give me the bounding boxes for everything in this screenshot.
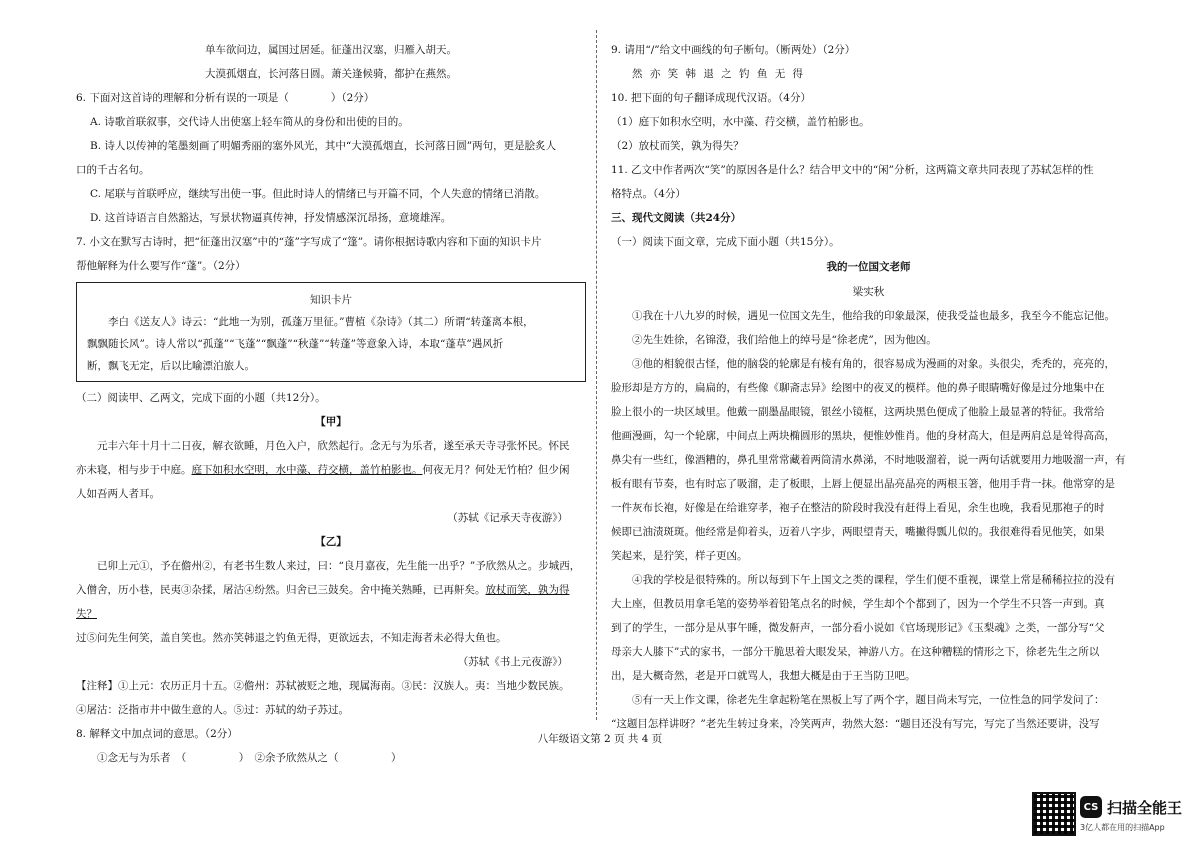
passage-yi-text: 过⑤问先生何笑，盖自笑也。然亦笑韩退之钓鱼无得，更欲远去，不知走海者未必得大鱼也。: [76, 632, 507, 644]
card-title: 知识卡片: [310, 294, 352, 306]
paragraph-line: 他画漫画，勾一个轮廓，中间点上两块椭圆形的黑块，便惟妙惟肖。他的身材高大，但是两肩总是耸得高高，: [611, 430, 1115, 442]
paragraph: ①我在十八九岁的时候，遇见一位国文先生，他给我的印象最深，使我受益也最多，我至今不能忘记他。: [632, 310, 1115, 322]
question-10: 10. 把下面的句子翻译成现代汉语。（4分）: [611, 92, 811, 104]
passage-jia-label: 【甲】: [315, 416, 347, 428]
paragraph: ③他的相貌很古怪，他的脑袋的轮廓是有棱有角的，很容易成为漫画的对象。头很尖，秃秃的，亮亮的，: [632, 358, 1115, 370]
section-3-heading: 三、现代文阅读（共24分）: [611, 212, 742, 224]
poem-line: 大漠孤烟直，长河落日圆。萧关逢候骑，都护在燕然。: [205, 68, 457, 80]
option-b: B. 诗人以传神的笔墨刻画了明媚秀丽的塞外风光，其中“大漠孤烟直，长河落日圆”两句，更是脍炙人: [90, 140, 557, 152]
section-3-sub: （一）阅读下面文章，完成下面小题（共15分）。: [611, 236, 840, 248]
question-8: 8. 解释文中加点词的意思。（2分）: [76, 728, 238, 740]
underlined-sentence: 放杖而笑，孰为得失？: [76, 584, 570, 620]
article-author: 梁实秋: [852, 286, 885, 298]
brand-name: 扫描全能王: [1107, 798, 1183, 817]
paragraph-line: 候即已油渍斑斑。他经常是仰着头，迈着八字步，两眼望青天，嘴撇得瓢儿似的。我很难得看见他笑，如果: [611, 526, 1105, 538]
paragraph-line: 脸形却是方方的，扁扁的，有些像《聊斋志异》绘图中的夜叉的模样。他的鼻子眼睛嘴好像是过分地集中在: [611, 382, 1105, 394]
paragraph-line: 大上座，但教员用拿毛笔的姿势举着铅笔点名的时候，学生却个个都到了，因为一个学生不只答一声到。真: [611, 598, 1105, 610]
paragraph-line: “这题目怎样讲呀？”老先生转过身来，冷笑两声，勃然大怒：“题目还没有写完，写完了当然还要讲，没写: [611, 718, 1100, 730]
question-7-cont: 帮他解释为什么要写作“蓬”。（2分）: [76, 260, 246, 272]
article-title: 我的一位国文老师: [826, 261, 911, 273]
scanner-brand: [1080, 796, 1182, 818]
paragraph-line: 母亲大人膝下”式的家书，一部分干脆思着大眼发呆，神游八方。在这种糟糕的情形之下，徐老先生之所以: [611, 646, 1100, 658]
paragraph-line: 出，是大概奇然，老是开口就骂人，我想大概是由于王当防卫吧。: [611, 670, 916, 682]
question-6: 6. 下面对这首诗的理解和分析有误的一项是（ ）（2分）: [76, 92, 375, 104]
passage-jia-text: 亦未寝，相与步于中庭。庭下如积水空明，水中藻、荇交横，盖竹柏影也。何夜无月？何处无竹柏？但少闲: [76, 464, 570, 476]
passage-jia-source: （苏轼《记承天寺夜游》）: [447, 512, 568, 524]
option-a: A. 诗歌首联叙事，交代诗人出使塞上轻车简从的身份和出使的目的。: [90, 116, 409, 128]
passage-yi-source: （苏轼《书上元夜游》）: [457, 656, 568, 668]
card-line: 断，飘飞无定，后以比喻漂泊旅人。: [87, 360, 255, 372]
passage-jia-text: 人如吾两人者耳。: [76, 488, 160, 500]
passage-yi-text: 已卯上元①，予在儋州②，有老书生数人来过，曰：“良月嘉夜，先生能一出乎？”予欣然从之。步城西，: [97, 560, 581, 572]
question-9-sentence: 然 亦 笑 韩 退 之 钓 鱼 无 得: [632, 68, 806, 80]
paragraph-line: 板有眼有节奏，也有时忘了吸溜，走了板眼，上唇上便显出晶亮晶亮的两根玉箸，他用手背一抹。他常穿的是: [611, 478, 1115, 490]
knowledge-card: [76, 282, 586, 382]
paragraph-line: 脸上很小的一块区域里。他戴一副墨晶眼镜，银丝小镜框，这两块黑色便成了他脸上最显著的特征。我常给: [611, 406, 1105, 418]
qr-code-icon: [1032, 792, 1076, 836]
annotations: ④屠沽：泛指市井中做生意的人。⑤过：苏轼的幼子苏过。: [76, 704, 349, 716]
passage-yi-label: 【乙】: [315, 536, 347, 548]
column-divider: [596, 30, 597, 720]
question-11-cont: 格特点。（4分）: [611, 188, 686, 200]
card-line: 李白《送友人》诗云：“此地一为别，孤蓬万里征。”曹植《杂诗》（其二）所谓“转蓬离本根，: [108, 316, 534, 328]
paragraph: ④我的学校是很特殊的。所以每到下午上国文之类的课程，学生们便不重视，课堂上常是稀稀拉拉的没有: [632, 574, 1115, 586]
section-2-heading: （二）阅读甲、乙两文，完成下面的小题（共12分）。: [76, 392, 326, 404]
question-7: 7. 小文在默写古诗时，把“征蓬出汉塞”中的“蓬”字写成了“篷”。请你根据诗歌内容和下面的知识卡片: [76, 236, 542, 248]
right-column: [611, 38, 1126, 736]
option-b-cont: 口的千古名句。: [76, 164, 150, 176]
paragraph-line: 一件灰布长袍，好像是在给谁穿孝，袍子在整洁的阶段时我没有赶得上看见，余生也晚，我看见那袍子的时: [611, 502, 1105, 514]
option-d: D. 这首诗语言自然豁达，写景状物逼真传神，抒发情感深沉昂扬，意境雄浑。: [90, 212, 452, 224]
paragraph-line: 笑起来，是狞笑，样子更凶。: [611, 550, 748, 562]
annotations: 【注释】①上元：农历正月十五。②儋州：苏轼被贬之地，现属海南。③民：汉族人。夷：当地少数民族。: [76, 680, 570, 692]
paragraph-line: 到了的学生，一部分是从事午睡，微发鼾声，一部分看小说如《官场现形记》《玉梨魂》之类，一部分写“父: [611, 622, 1105, 634]
passage-jia-text: 元丰六年十月十二日夜，解衣欲睡，月色入户，欣然起行。念无与为乐者，遂至承天寺寻张怀民。怀民: [97, 440, 570, 452]
brand-tagline: 3亿人都在用的扫描App: [1080, 823, 1165, 832]
left-column: [76, 38, 586, 770]
paragraph: ②先生姓徐，名锦澄，我们给他上的绰号是“徐老虎”，因为他凶。: [632, 334, 937, 346]
paragraph-line: 鼻尖有一些红，像酒糟的，鼻孔里常常藏着两筒清水鼻涕，不时地吸溜着，说一两句话就要用力地吸溜一声，有: [611, 454, 1126, 466]
passage-yi-text: 入僧舍，历小巷，民夷③杂揉，屠沽④纷然。归舍已三鼓矣。舍中掩关熟睡，已再鼾矣。放杖而笑，孰为得失？: [76, 584, 570, 620]
camscanner-logo-icon: CS: [1080, 796, 1102, 818]
poem-line: 单车欲问边，属国过居延。征蓬出汉塞，归雁入胡天。: [205, 44, 457, 56]
question-10-item: （2）放杖而笑，孰为得失？: [611, 140, 744, 152]
question-11: 11. 乙文中作者两次“笑”的原因各是什么？结合甲文中的“闲”分析，这两篇文章共同表现了苏轼怎样的性: [611, 164, 1094, 176]
option-c: C. 尾联与首联呼应，继续写出使一事。但此时诗人的情绪已与开篇不同，个人失意的情绪已消散。: [90, 188, 546, 200]
question-8-items: ①念无与为乐者 （ ） ②余予欣然从之（ ）: [97, 752, 402, 764]
paragraph: ⑤有一天上作文课，徐老先生拿起粉笔在黑板上写了两个字，题目尚未写完，一位性急的同学发问了：: [632, 694, 1105, 706]
question-10-item: （1）庭下如积水空明，水中藻、荇交横，盖竹柏影也。: [611, 116, 870, 128]
question-9: 9. 请用“/”给文中画线的句子断句。（断两处）（2分）: [611, 44, 856, 56]
card-line: 飘飘随长风”。诗人常以“孤蓬”“飞蓬”“飘蓬”“秋蓬”“转蓬”等意象入诗，本取“蓬草”遇风折: [87, 338, 504, 350]
underlined-sentence: 庭下如积水空明，水中藻、荇交横，盖竹柏影也。: [191, 464, 423, 476]
page-footer: 八年级语文第 2 页 共 4 页: [537, 733, 663, 745]
